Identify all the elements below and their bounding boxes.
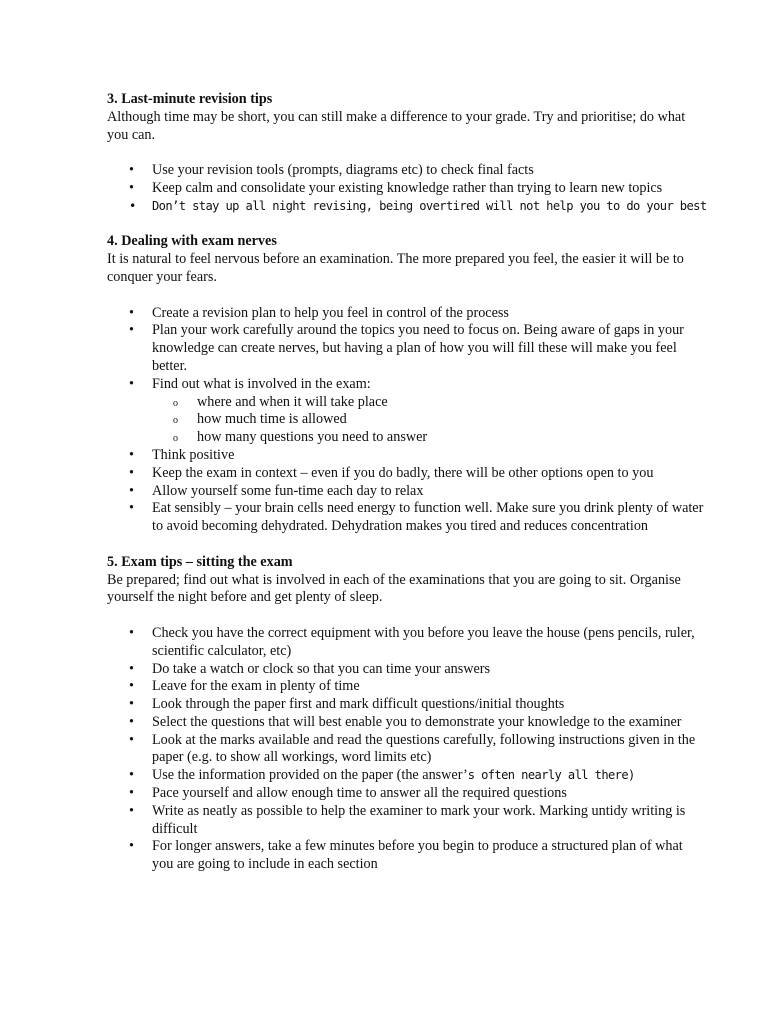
- section-heading: 4. Dealing with exam nerves: [107, 233, 277, 250]
- list-item: • Allow yourself some fun-time each day to relax: [107, 483, 707, 501]
- list-item-text: Use the information provided on the paper (the answer’: [152, 767, 468, 784]
- list-item: • Pace yourself and allow enough time to answer all the required questions: [107, 785, 707, 803]
- section-intro: Be prepared; find out what is involved in each of the examinations that you are going to sit. Organise yourself the night before and get plenty of sleep.: [107, 571, 681, 606]
- list-item: [107, 767, 707, 785]
- list-item: • Think positive: [107, 447, 707, 465]
- sub-list-item: o how many questions you need to answer: [152, 429, 707, 447]
- list-item: • Keep calm and consolidate your existing knowledge rather than trying to learn new topics: [107, 180, 707, 198]
- list-item: • Do take a watch or clock so that you can time your answers: [107, 661, 707, 679]
- bullet-list: [107, 625, 707, 874]
- list-item: • Use your revision tools (prompts, diagrams etc) to check final facts: [107, 162, 707, 180]
- list-item: • Leave for the exam in plenty of time: [107, 678, 707, 696]
- sub-list-item: o how much time is allowed: [152, 411, 707, 429]
- document-page: [107, 91, 707, 892]
- section-intro: It is natural to feel nervous before an examination. The more prepared you feel, the easier it will be to conquer your fears.: [107, 251, 684, 285]
- section-last-minute-revision: [107, 91, 707, 216]
- list-item: • Create a revision plan to help you feel in control of the process: [107, 305, 707, 323]
- list-item-text-tail: s often nearly all there): [467, 768, 635, 783]
- list-item: • Don’t stay up all night revising, being overtired will not help you to do your best: [107, 198, 707, 216]
- list-item: • Keep the exam in context – even if you do badly, there will be other options open to you: [107, 465, 707, 483]
- sub-list-item: o where and when it will take place: [152, 394, 707, 412]
- section-heading: 5. Exam tips – sitting the exam: [107, 553, 293, 570]
- list-item: • Look through the paper first and mark difficult questions/initial thoughts: [107, 696, 707, 714]
- list-item: • Eat sensibly – your brain cells need energy to function well. Make sure you drink plenty of water to avoid becoming dehydrated. Dehydration makes you tired and reduces concentration: [107, 500, 707, 536]
- list-item: • Check you have the correct equipment with you before you leave the house (pens pencils, ruler, scientific calculator, etc): [107, 625, 707, 661]
- list-item: • Write as neatly as possible to help the examiner to mark your work. Marking untidy writing is difficult: [107, 803, 707, 839]
- list-item: • Plan your work carefully around the topics you need to focus on. Being aware of gaps in your knowledge can create nerves, but having a plan of how you will fill these will make you feel better.: [107, 322, 707, 375]
- list-item: • For longer answers, take a few minutes before you begin to produce a structured plan of what you are going to include in each section: [107, 838, 707, 874]
- section-exam-nerves: [107, 233, 707, 536]
- bullet-list: [107, 305, 707, 536]
- bullet-list: [107, 162, 707, 215]
- section-intro: Although time may be short, you can still make a difference to your grade. Try and prioritise; do what you can.: [107, 108, 686, 143]
- section-heading: 3. Last-minute revision tips: [107, 91, 273, 107]
- list-item: [107, 376, 707, 447]
- section-sitting-the-exam: [107, 554, 707, 874]
- list-item-text: Find out what is involved in the exam:: [152, 375, 371, 392]
- sub-bullet-list: [152, 394, 707, 447]
- list-item: • Look at the marks available and read the questions carefully, following instructions given in the paper (e.g. to show all workings, word limits etc): [107, 732, 707, 768]
- list-item: • Select the questions that will best enable you to demonstrate your knowledge to the examiner: [107, 714, 707, 732]
